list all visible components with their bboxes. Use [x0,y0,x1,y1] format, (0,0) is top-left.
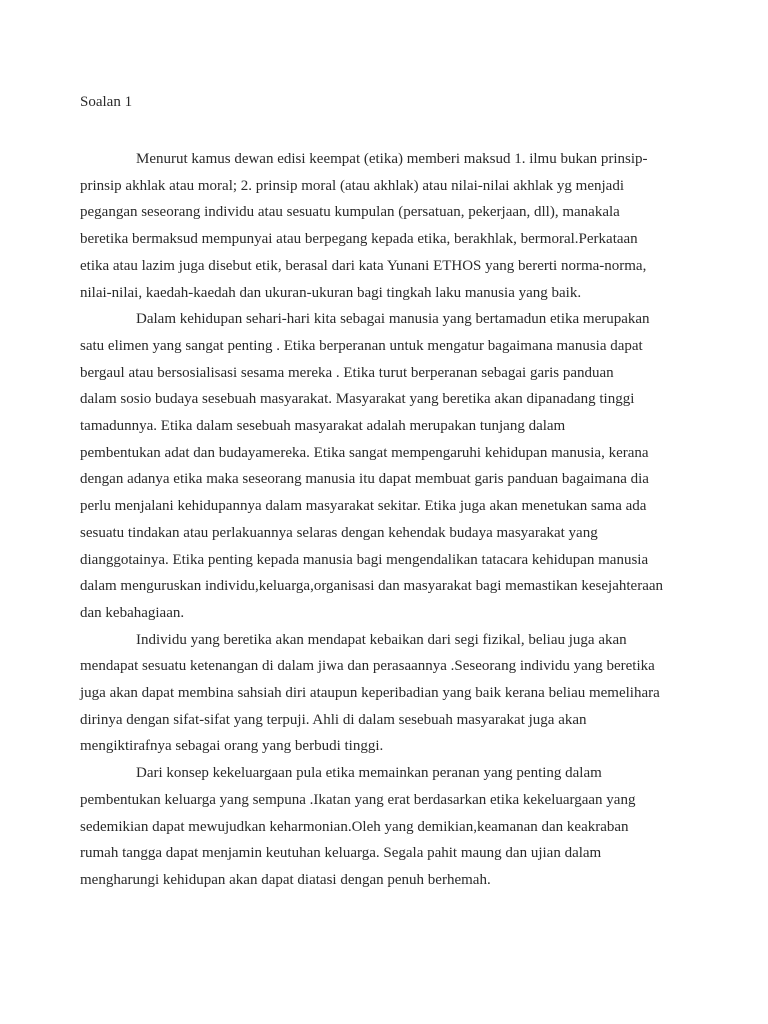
paragraph-line: dianggotainya. Etika penting kepada manusia bagi mengendalikan tatacara kehidupan manusia [80,551,649,568]
paragraph-line: rumah tangga dapat menjamin keutuhan keluarga. Segala pahit maung dan ujian dalam [80,845,602,862]
paragraph-3 [80,627,700,761]
paragraph-line: sesuatu tindakan atau perlakuannya selaras dengan kehendak budaya masyarakat yang [80,524,598,541]
paragraph-line: mendapat sesuatu ketenangan di dalam jiwa dan perasaannya .Seseorang individu yang beretika [80,658,655,675]
document-body [80,146,700,894]
paragraph-line: Dari konsep kekeluargaan pula etika memainkan peranan yang penting dalam [136,765,602,782]
paragraph-line: juga akan dapat membina sahsiah diri ataupun keperibadian yang baik kerana beliau memelihara [80,685,660,702]
paragraph-line: bergaul atau bersosialisasi sesama mereka . Etika turut berperanan sebagai garis panduan [80,364,614,381]
paragraph-line: dengan adanya etika maka seseorang manusia itu dapat membuat garis panduan bagaimana dia [80,471,649,488]
paragraph-1 [80,146,700,306]
paragraph-line: mengiktirafnya sebagai orang yang berbudi tinggi. [80,738,384,755]
paragraph-4 [80,760,700,894]
paragraph-line: satu elimen yang sangat penting . Etika berperanan untuk mengatur bagaimana manusia dapat [80,337,643,354]
paragraph-line: sedemikian dapat mewujudkan keharmonian.Oleh yang demikian,keamanan dan keakraban [80,818,629,835]
paragraph-2 [80,306,700,626]
paragraph-line: pembentukan adat dan budayamereka. Etika sangat mempengaruhi kehidupan manusia, kerana [80,444,649,461]
paragraph-line: pembentukan keluarga yang sempuna .Ikatan yang erat berdasarkan etika kekeluargaan yang [80,791,636,808]
paragraph-line: pegangan seseorang individu atau sesuatu kumpulan (persatuan, pekerjaan, dll), manakala [80,204,620,221]
paragraph-line: mengharungi kehidupan akan dapat diatasi dengan penuh berhemah. [80,871,491,888]
paragraph-line: tamadunnya. Etika dalam sesebuah masyarakat adalah merupakan tunjang dalam [80,418,566,435]
paragraph-line: etika atau lazim juga disebut etik, berasal dari kata Yunani ETHOS yang bererti norma-norma, [80,257,647,274]
paragraph-line: Menurut kamus dewan edisi keempat (etika) memberi maksud 1. ilmu bukan prinsip- [136,151,648,167]
paragraph-line: prinsip akhlak atau moral; 2. prinsip moral (atau akhlak) atau nilai-nilai akhlak yg menjadi [80,177,624,194]
document-heading: Soalan 1 [80,94,133,110]
paragraph-line: Individu yang beretika akan mendapat kebaikan dari segi fizikal, beliau juga akan [136,631,627,648]
paragraph-line: Dalam kehidupan sehari-hari kita sebagai manusia yang bertamadun etika merupakan [136,311,650,328]
paragraph-line: dirinya dengan sifat-sifat yang terpuji. Ahli di dalam sesebuah masyarakat juga akan [80,711,587,728]
paragraph-line: dalam menguruskan individu,keluarga,organisasi dan masyarakat bagi memastikan kesejahteraan [80,578,664,595]
paragraph-line: beretika bermaksud mempunyai atau berpegang kepada etika, berakhlak, bermoral.Perkataan [80,231,638,248]
paragraph-line: dalam sosio budaya sesebuah masyarakat. Masyarakat yang beretika akan dipanadang tinggi [80,391,635,408]
paragraph-line: dan kebahagiaan. [80,604,185,621]
paragraph-line: perlu menjalani kehidupannya dalam masyarakat sekitar. Etika juga akan menetukan sama ada [80,498,647,515]
paragraph-line: nilai-nilai, kaedah-kaedah dan ukuran-ukuran bagi tingkah laku manusia yang baik. [80,284,582,301]
